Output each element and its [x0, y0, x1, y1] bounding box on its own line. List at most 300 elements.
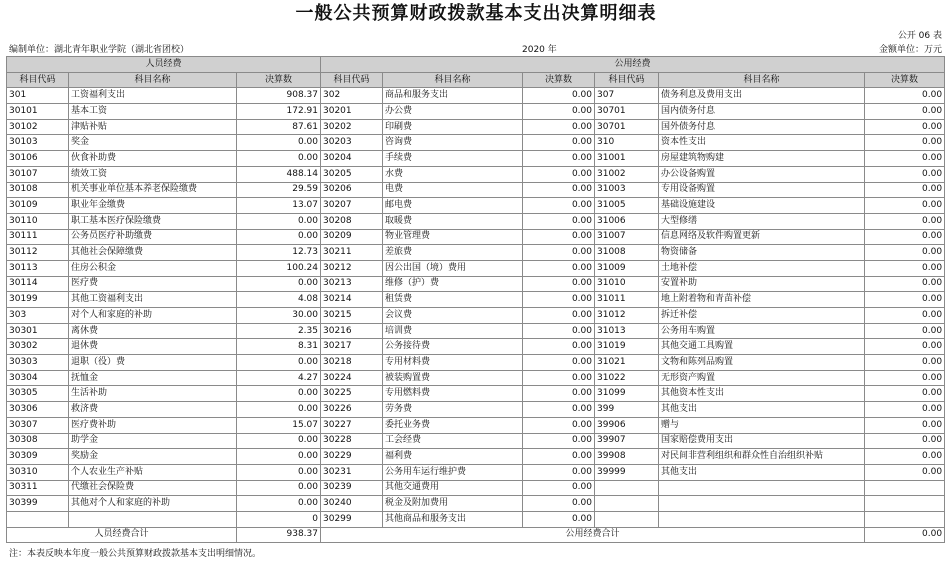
section-public: 公用经费 [321, 57, 945, 73]
public-b-code-cell: 30701 [595, 119, 659, 135]
personnel-name-cell: 对个人和家庭的补助 [69, 308, 237, 324]
table-row [7, 198, 945, 214]
table-row [7, 276, 945, 292]
public-b-name-cell: 专用设备购置 [659, 182, 865, 198]
public-b-name-cell: 大型修缮 [659, 213, 865, 229]
public-a-name-cell: 专用材料费 [383, 355, 523, 371]
public-b-code-cell: 31001 [595, 151, 659, 167]
public-a-name-cell: 委托业务费 [383, 417, 523, 433]
personnel-name-cell: 抚恤金 [69, 370, 237, 386]
public-a-name-cell: 公务用车运行维护费 [383, 464, 523, 480]
public-b-amount-cell: 0.00 [865, 276, 945, 292]
public-a-amount-cell: 0.00 [523, 182, 595, 198]
personnel-name-cell: 生活补助 [69, 386, 237, 402]
public-b-code-cell: 31002 [595, 166, 659, 182]
public-b-amount-cell: 0.00 [865, 88, 945, 104]
personnel-amount-cell: 0.00 [237, 496, 321, 512]
public-a-amount-cell: 0.00 [523, 480, 595, 496]
personnel-name-cell: 代缴社会保险费 [69, 480, 237, 496]
table-row [7, 417, 945, 433]
public-a-code-cell: 30211 [321, 245, 383, 261]
public-a-name-cell: 会议费 [383, 308, 523, 324]
public-b-code-cell: 31010 [595, 276, 659, 292]
public-a-code-cell: 30208 [321, 213, 383, 229]
table-row [7, 245, 945, 261]
public-a-code-cell: 30227 [321, 417, 383, 433]
public-b-name-cell: 其他支出 [659, 464, 865, 480]
public-a-code-cell: 30225 [321, 386, 383, 402]
personnel-code-cell: 30101 [7, 104, 69, 120]
public-a-code-cell: 30224 [321, 370, 383, 386]
public-a-amount-cell: 0.00 [523, 355, 595, 371]
personnel-name-cell: 奖金 [69, 135, 237, 151]
public-a-code-cell: 30214 [321, 292, 383, 308]
header-name: 科目名称 [659, 72, 865, 88]
personnel-code-cell: 30111 [7, 229, 69, 245]
public-a-amount-cell: 0.00 [523, 402, 595, 418]
public-b-name-cell: 其他交通工具购置 [659, 339, 865, 355]
personnel-code-cell: 30106 [7, 151, 69, 167]
personnel-amount-cell: 4.27 [237, 370, 321, 386]
public-a-amount-cell: 0.00 [523, 260, 595, 276]
personnel-name-cell: 基本工资 [69, 104, 237, 120]
table-row [7, 292, 945, 308]
public-b-code-cell: 310 [595, 135, 659, 151]
table-row [7, 339, 945, 355]
public-b-amount-cell: 0.00 [865, 104, 945, 120]
personnel-amount-cell: 908.37 [237, 88, 321, 104]
public-a-code-cell: 30240 [321, 496, 383, 512]
public-a-amount-cell: 0.00 [523, 308, 595, 324]
public-a-code-cell: 30203 [321, 135, 383, 151]
public-a-amount-cell: 0.00 [523, 151, 595, 167]
personnel-code-cell: 30108 [7, 182, 69, 198]
public-b-code-cell: 31099 [595, 386, 659, 402]
table-row [7, 308, 945, 324]
personnel-amount-cell: 0.00 [237, 229, 321, 245]
public-a-amount-cell: 0.00 [523, 496, 595, 512]
personnel-code-cell: 30306 [7, 402, 69, 418]
personnel-code-cell [7, 511, 69, 527]
table-row [7, 104, 945, 120]
section-header-row [7, 57, 945, 73]
personnel-name-cell: 奖励金 [69, 449, 237, 465]
public-b-name-cell: 国内债务付息 [659, 104, 865, 120]
public-a-amount-cell: 0.00 [523, 433, 595, 449]
personnel-code-cell: 30301 [7, 323, 69, 339]
public-b-name-cell: 其他资本性支出 [659, 386, 865, 402]
personnel-code-cell: 30307 [7, 417, 69, 433]
public-a-amount-cell: 0.00 [523, 135, 595, 151]
public-b-name-cell [659, 511, 865, 527]
public-total-amount: 0.00 [865, 527, 945, 543]
table-row [7, 511, 945, 527]
table-row [7, 182, 945, 198]
personnel-code-cell: 30113 [7, 260, 69, 276]
public-a-code-cell: 30226 [321, 402, 383, 418]
personnel-amount-cell: 0.00 [237, 355, 321, 371]
public-b-code-cell: 31007 [595, 229, 659, 245]
personnel-amount-cell: 0 [237, 511, 321, 527]
personnel-code-cell: 30309 [7, 449, 69, 465]
personnel-code-cell: 30303 [7, 355, 69, 371]
personnel-name-cell: 绩效工资 [69, 166, 237, 182]
table-row [7, 433, 945, 449]
personnel-code-cell: 30102 [7, 119, 69, 135]
personnel-code-cell: 303 [7, 308, 69, 324]
table-row [7, 355, 945, 371]
public-b-amount-cell: 0.00 [865, 464, 945, 480]
public-a-name-cell: 被装购置费 [383, 370, 523, 386]
personnel-amount-cell: 0.00 [237, 151, 321, 167]
public-a-name-cell: 电费 [383, 182, 523, 198]
table-row [7, 386, 945, 402]
personnel-amount-cell: 0.00 [237, 213, 321, 229]
public-a-name-cell: 专用燃料费 [383, 386, 523, 402]
public-a-name-cell: 工会经费 [383, 433, 523, 449]
public-b-name-cell: 办公设备购置 [659, 166, 865, 182]
public-a-code-cell: 302 [321, 88, 383, 104]
public-a-name-cell: 咨询费 [383, 135, 523, 151]
public-b-code-cell: 39906 [595, 417, 659, 433]
table-row [7, 229, 945, 245]
reporting-unit: 编制单位：湖北青年职业学院（湖北省团校） [9, 45, 190, 55]
table-row [7, 402, 945, 418]
public-a-code-cell: 30207 [321, 198, 383, 214]
header-name: 科目名称 [69, 72, 237, 88]
public-b-code-cell: 39999 [595, 464, 659, 480]
personnel-amount-cell: 172.91 [237, 104, 321, 120]
public-b-code-cell: 31022 [595, 370, 659, 386]
public-b-name-cell: 文物和陈列品购置 [659, 355, 865, 371]
public-b-name-cell [659, 480, 865, 496]
public-b-amount-cell: 0.00 [865, 449, 945, 465]
personnel-name-cell: 退休费 [69, 339, 237, 355]
public-b-amount-cell: 0.00 [865, 323, 945, 339]
personnel-name-cell: 其他对个人和家庭的补助 [69, 496, 237, 512]
public-b-amount-cell: 0.00 [865, 370, 945, 386]
public-b-code-cell: 31008 [595, 245, 659, 261]
table-row [7, 370, 945, 386]
public-b-code-cell: 31012 [595, 308, 659, 324]
personnel-code-cell: 30308 [7, 433, 69, 449]
personnel-code-cell: 30107 [7, 166, 69, 182]
public-b-code-cell: 39908 [595, 449, 659, 465]
table-number: 公开 06 表 [897, 31, 942, 41]
public-b-amount-cell: 0.00 [865, 339, 945, 355]
header-amount: 决算数 [865, 72, 945, 88]
public-a-code-cell: 30202 [321, 119, 383, 135]
public-b-name-cell: 基础设施建设 [659, 198, 865, 214]
public-a-amount-cell: 0.00 [523, 292, 595, 308]
table-row [7, 480, 945, 496]
table-row [7, 135, 945, 151]
personnel-name-cell: 住房公积金 [69, 260, 237, 276]
public-b-name-cell: 信息网络及软件购置更新 [659, 229, 865, 245]
personnel-amount-cell: 0.00 [237, 433, 321, 449]
public-a-amount-cell: 0.00 [523, 464, 595, 480]
public-b-name-cell: 国家赔偿费用支出 [659, 433, 865, 449]
personnel-name-cell: 津贴补贴 [69, 119, 237, 135]
public-a-amount-cell: 0.00 [523, 104, 595, 120]
public-a-amount-cell: 0.00 [523, 229, 595, 245]
public-a-name-cell: 福利费 [383, 449, 523, 465]
public-b-name-cell: 土地补偿 [659, 260, 865, 276]
personnel-amount-cell: 0.00 [237, 402, 321, 418]
public-b-code-cell: 39907 [595, 433, 659, 449]
public-a-name-cell: 办公费 [383, 104, 523, 120]
public-b-name-cell: 房屋建筑物购建 [659, 151, 865, 167]
personnel-amount-cell: 0.00 [237, 386, 321, 402]
public-a-name-cell: 手续费 [383, 151, 523, 167]
personnel-name-cell: 退职（役）费 [69, 355, 237, 371]
personnel-name-cell: 医疗费 [69, 276, 237, 292]
table-row [7, 213, 945, 229]
public-a-name-cell: 其他商品和服务支出 [383, 511, 523, 527]
personnel-code-cell: 30114 [7, 276, 69, 292]
fiscal-year: 2020 年 [522, 45, 557, 55]
personnel-code-cell: 30305 [7, 386, 69, 402]
header-code: 科目代码 [321, 72, 383, 88]
public-a-code-cell: 30212 [321, 260, 383, 276]
personnel-name-cell [69, 511, 237, 527]
public-b-amount-cell: 0.00 [865, 119, 945, 135]
public-a-code-cell: 30216 [321, 323, 383, 339]
public-b-amount-cell: 0.00 [865, 292, 945, 308]
personnel-code-cell: 30311 [7, 480, 69, 496]
table-row [7, 119, 945, 135]
public-b-name-cell: 其他支出 [659, 402, 865, 418]
personnel-amount-cell: 0.00 [237, 449, 321, 465]
public-a-name-cell: 取暖费 [383, 213, 523, 229]
public-b-code-cell: 31013 [595, 323, 659, 339]
header-code: 科目代码 [595, 72, 659, 88]
personnel-total-label: 人员经费合计 [7, 527, 237, 543]
public-b-amount-cell: 0.00 [865, 402, 945, 418]
public-b-name-cell: 安置补助 [659, 276, 865, 292]
public-b-name-cell: 物资储备 [659, 245, 865, 261]
public-a-name-cell: 公务接待费 [383, 339, 523, 355]
personnel-name-cell: 其他社会保障缴费 [69, 245, 237, 261]
public-a-code-cell: 30228 [321, 433, 383, 449]
public-a-amount-cell: 0.00 [523, 198, 595, 214]
public-b-amount-cell: 0.00 [865, 229, 945, 245]
table-row [7, 166, 945, 182]
public-a-amount-cell: 0.00 [523, 386, 595, 402]
public-b-amount-cell: 0.00 [865, 166, 945, 182]
personnel-name-cell: 医疗费补助 [69, 417, 237, 433]
table-row [7, 464, 945, 480]
personnel-amount-cell: 0.00 [237, 276, 321, 292]
personnel-amount-cell: 2.35 [237, 323, 321, 339]
public-b-code-cell: 307 [595, 88, 659, 104]
public-b-amount-cell: 0.00 [865, 260, 945, 276]
public-a-code-cell: 30229 [321, 449, 383, 465]
personnel-amount-cell: 0.00 [237, 480, 321, 496]
public-a-name-cell: 其他交通费用 [383, 480, 523, 496]
personnel-name-cell: 其他工资福利支出 [69, 292, 237, 308]
public-b-name-cell [659, 496, 865, 512]
table-row [7, 449, 945, 465]
public-b-amount-cell: 0.00 [865, 355, 945, 371]
personnel-name-cell: 工资福利支出 [69, 88, 237, 104]
public-b-code-cell: 30701 [595, 104, 659, 120]
public-a-code-cell: 30299 [321, 511, 383, 527]
public-a-amount-cell: 0.00 [523, 88, 595, 104]
personnel-name-cell: 个人农业生产补贴 [69, 464, 237, 480]
personnel-name-cell: 救济费 [69, 402, 237, 418]
public-a-code-cell: 30213 [321, 276, 383, 292]
public-a-amount-cell: 0.00 [523, 370, 595, 386]
table-row [7, 260, 945, 276]
personnel-amount-cell: 0.00 [237, 464, 321, 480]
public-a-name-cell: 邮电费 [383, 198, 523, 214]
public-a-name-cell: 税金及附加费用 [383, 496, 523, 512]
personnel-code-cell: 30109 [7, 198, 69, 214]
public-b-name-cell: 对民间非营利组织和群众性自治组织补贴 [659, 449, 865, 465]
public-b-code-cell: 31003 [595, 182, 659, 198]
table-row [7, 496, 945, 512]
public-b-amount-cell: 0.00 [865, 198, 945, 214]
personnel-code-cell: 30112 [7, 245, 69, 261]
public-b-amount-cell [865, 480, 945, 496]
personnel-name-cell: 职业年金缴费 [69, 198, 237, 214]
public-b-amount-cell: 0.00 [865, 151, 945, 167]
public-a-amount-cell: 0.00 [523, 276, 595, 292]
column-header-row [7, 72, 945, 88]
public-total-label: 公用经费合计 [321, 527, 865, 543]
public-b-amount-cell: 0.00 [865, 245, 945, 261]
section-personnel: 人员经费 [7, 57, 321, 73]
personnel-name-cell: 助学金 [69, 433, 237, 449]
personnel-code-cell: 30302 [7, 339, 69, 355]
public-a-name-cell: 物业管理费 [383, 229, 523, 245]
personnel-amount-cell: 29.59 [237, 182, 321, 198]
personnel-code-cell: 30310 [7, 464, 69, 480]
public-b-code-cell: 31009 [595, 260, 659, 276]
public-a-name-cell: 印刷费 [383, 119, 523, 135]
personnel-name-cell: 离休费 [69, 323, 237, 339]
public-a-code-cell: 30206 [321, 182, 383, 198]
public-b-code-cell: 31005 [595, 198, 659, 214]
public-b-amount-cell [865, 511, 945, 527]
public-b-name-cell: 国外债务付息 [659, 119, 865, 135]
personnel-amount-cell: 8.31 [237, 339, 321, 355]
public-a-name-cell: 水费 [383, 166, 523, 182]
personnel-amount-cell: 13.07 [237, 198, 321, 214]
personnel-name-cell: 伙食补助费 [69, 151, 237, 167]
personnel-code-cell: 30110 [7, 213, 69, 229]
public-a-amount-cell: 0.00 [523, 339, 595, 355]
public-b-amount-cell: 0.00 [865, 182, 945, 198]
public-b-name-cell: 债务利息及费用支出 [659, 88, 865, 104]
public-a-amount-cell: 0.00 [523, 213, 595, 229]
public-b-code-cell: 399 [595, 402, 659, 418]
public-a-amount-cell: 0.00 [523, 245, 595, 261]
public-b-amount-cell: 0.00 [865, 213, 945, 229]
table-row [7, 151, 945, 167]
public-a-code-cell: 30218 [321, 355, 383, 371]
personnel-name-cell: 机关事业单位基本养老保险缴费 [69, 182, 237, 198]
personnel-total-amount: 938.37 [237, 527, 321, 543]
public-a-code-cell: 30204 [321, 151, 383, 167]
personnel-code-cell: 30304 [7, 370, 69, 386]
public-a-name-cell: 培训费 [383, 323, 523, 339]
public-a-amount-cell: 0.00 [523, 166, 595, 182]
public-a-amount-cell: 0.00 [523, 511, 595, 527]
header-code: 科目代码 [7, 72, 69, 88]
public-b-amount-cell: 0.00 [865, 417, 945, 433]
public-b-amount-cell: 0.00 [865, 433, 945, 449]
public-b-name-cell: 拆迁补偿 [659, 308, 865, 324]
public-a-code-cell: 30209 [321, 229, 383, 245]
table-row [7, 88, 945, 104]
personnel-amount-cell: 100.24 [237, 260, 321, 276]
public-b-code-cell: 31011 [595, 292, 659, 308]
personnel-code-cell: 30199 [7, 292, 69, 308]
public-a-code-cell: 30201 [321, 104, 383, 120]
public-b-code-cell: 31021 [595, 355, 659, 371]
public-a-amount-cell: 0.00 [523, 323, 595, 339]
public-b-code-cell [595, 480, 659, 496]
public-b-name-cell: 地上附着物和青苗补偿 [659, 292, 865, 308]
public-a-name-cell: 租赁费 [383, 292, 523, 308]
public-a-code-cell: 30217 [321, 339, 383, 355]
public-b-amount-cell: 0.00 [865, 386, 945, 402]
personnel-name-cell: 职工基本医疗保险缴费 [69, 213, 237, 229]
public-b-amount-cell: 0.00 [865, 135, 945, 151]
public-a-name-cell: 劳务费 [383, 402, 523, 418]
header-name: 科目名称 [383, 72, 523, 88]
public-a-code-cell: 30215 [321, 308, 383, 324]
totals-row [7, 527, 945, 543]
personnel-amount-cell: 0.00 [237, 135, 321, 151]
public-a-amount-cell: 0.00 [523, 449, 595, 465]
public-b-code-cell [595, 496, 659, 512]
public-a-code-cell: 30205 [321, 166, 383, 182]
public-a-name-cell: 差旅费 [383, 245, 523, 261]
public-a-amount-cell: 0.00 [523, 417, 595, 433]
personnel-amount-cell: 12.73 [237, 245, 321, 261]
public-a-code-cell: 30231 [321, 464, 383, 480]
personnel-amount-cell: 488.14 [237, 166, 321, 182]
personnel-code-cell: 30399 [7, 496, 69, 512]
public-b-code-cell [595, 511, 659, 527]
public-b-amount-cell [865, 496, 945, 512]
public-b-code-cell: 31006 [595, 213, 659, 229]
public-a-code-cell: 30239 [321, 480, 383, 496]
personnel-name-cell: 公务员医疗补助缴费 [69, 229, 237, 245]
public-a-name-cell: 商品和服务支出 [383, 88, 523, 104]
personnel-amount-cell: 15.07 [237, 417, 321, 433]
expenditure-table [6, 56, 945, 543]
amount-unit: 金额单位：万元 [878, 45, 942, 55]
personnel-amount-cell: 30.00 [237, 308, 321, 324]
header-amount: 决算数 [523, 72, 595, 88]
public-b-code-cell: 31019 [595, 339, 659, 355]
public-b-name-cell: 资本性支出 [659, 135, 865, 151]
personnel-amount-cell: 87.61 [237, 119, 321, 135]
report-title: 一般公共预算财政拨款基本支出决算明细表 [295, 3, 657, 24]
footnote: 注：本表反映本年度一般公共预算财政拨款基本支出明细情况。 [9, 549, 262, 559]
personnel-code-cell: 30103 [7, 135, 69, 151]
public-a-name-cell: 因公出国（境）费用 [383, 260, 523, 276]
personnel-amount-cell: 4.08 [237, 292, 321, 308]
public-b-name-cell: 赠与 [659, 417, 865, 433]
public-a-amount-cell: 0.00 [523, 119, 595, 135]
public-b-name-cell: 公务用车购置 [659, 323, 865, 339]
public-b-name-cell: 无形资产购置 [659, 370, 865, 386]
